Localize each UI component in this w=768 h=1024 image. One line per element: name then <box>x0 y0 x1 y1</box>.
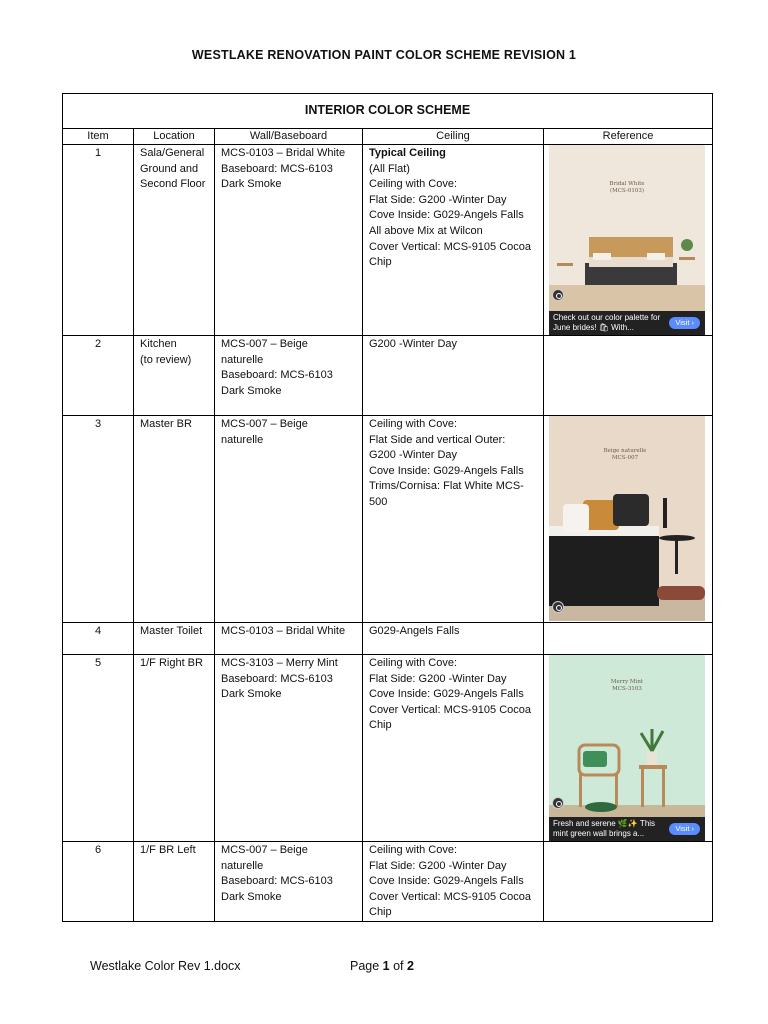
swatch-label-line: (MCS-0103) <box>610 188 644 194</box>
wall-line: Baseboard: MCS-6103 <box>221 162 333 175</box>
location-line: Kitchen <box>140 338 177 350</box>
ceiling-line: Chip <box>369 719 392 732</box>
row-ceiling <box>363 145 544 336</box>
visit-button[interactable]: Visit › <box>669 317 700 329</box>
ceiling-line: G200 -Winter Day <box>369 338 458 350</box>
wall-line: naturelle <box>221 433 264 446</box>
row-location <box>134 416 215 623</box>
location-line: Master Toilet <box>140 625 203 637</box>
row-location <box>134 623 215 655</box>
wall-line: Dark Smoke <box>221 890 282 903</box>
page-total: 2 <box>407 959 414 973</box>
page-prefix: Page <box>350 959 383 973</box>
swatch-label-line: MCS-007 <box>611 455 639 461</box>
location-line: Master BR <box>140 418 192 430</box>
table-caption: INTERIOR COLOR SCHEME <box>63 94 713 129</box>
swatch-label-line: MCS-3103 <box>612 686 642 692</box>
row-reference <box>544 145 713 336</box>
row-wall <box>215 842 363 922</box>
row-reference <box>544 336 713 416</box>
swatch-label-line: Bridal White <box>609 181 645 187</box>
location-line: Sala/General <box>140 147 205 159</box>
row-item: 6 <box>63 842 134 922</box>
ceiling-line: Flat Side: G200 -Winter Day <box>369 193 507 206</box>
wall-line: Dark Smoke <box>221 384 282 397</box>
row-wall <box>215 655 363 842</box>
ceiling-line: Cove Inside: G029-Angels Falls <box>369 688 524 701</box>
ceiling-line: (All Flat) <box>369 162 410 175</box>
row-reference <box>544 842 713 922</box>
ceiling-line: Cover Vertical: MCS-9105 Cocoa <box>369 703 532 716</box>
master-bedroom-illustration <box>549 416 705 621</box>
row-item: 1 <box>63 145 134 336</box>
wall-line: Baseboard: MCS-6103 <box>221 672 333 685</box>
ceiling-line: Cove Inside: G029-Angels Falls <box>369 875 524 888</box>
wall-line: Dark Smoke <box>221 688 282 701</box>
row-reference <box>544 655 713 842</box>
location-line: 1/F Right BR <box>140 657 203 669</box>
reference-image-bridal-white[interactable] <box>549 145 705 335</box>
row-item: 4 <box>63 623 134 655</box>
ad-text: Fresh and serene 🌿✨ This mint green wall brings a... <box>553 819 656 838</box>
wall-line: MCS-0103 – Bridal White <box>221 625 346 637</box>
wall-line: MCS-3103 – Merry Mint <box>221 657 338 669</box>
header-wall: Wall/Baseboard <box>215 129 363 145</box>
row-item: 5 <box>63 655 134 842</box>
ad-bar[interactable] <box>549 311 705 335</box>
table-header-row <box>63 129 713 145</box>
row-wall <box>215 145 363 336</box>
ceiling-line: Cove Inside: G029-Angels Falls <box>369 209 524 222</box>
table-row <box>63 416 713 623</box>
ceiling-line: Chip <box>369 906 392 919</box>
footer-filename: Westlake Color Rev 1.docx <box>90 959 241 973</box>
row-wall <box>215 336 363 416</box>
document-title: WESTLAKE RENOVATION PAINT COLOR SCHEME REVISION 1 <box>191 48 577 62</box>
footer-page-number <box>350 959 414 973</box>
wall-line: naturelle <box>221 859 264 872</box>
row-item: 3 <box>63 416 134 623</box>
ceiling-line: Trims/Cornisa: Flat White MCS- <box>369 480 524 493</box>
ceiling-line: Flat Side: G200 -Winter Day <box>369 859 507 872</box>
ceiling-line: G200 -Winter Day <box>369 449 458 462</box>
visit-button[interactable]: Visit › <box>669 823 700 835</box>
row-wall <box>215 623 363 655</box>
table-row <box>63 623 713 655</box>
ceiling-line: Chip <box>369 256 392 269</box>
ceiling-line: Ceiling with Cove: <box>369 178 458 191</box>
row-wall <box>215 416 363 623</box>
header-item: Item <box>63 129 134 145</box>
wall-line: MCS-007 – Beige <box>221 338 308 350</box>
ceiling-line: Ceiling with Cove: <box>369 657 458 669</box>
wall-line: Dark Smoke <box>221 178 282 191</box>
row-item: 2 <box>63 336 134 416</box>
table-row <box>63 655 713 842</box>
ceiling-line: All above Mix at Wilcon <box>369 224 483 237</box>
swatch-label-line: Merry Mint <box>610 679 644 685</box>
location-line: 1/F BR Left <box>140 844 196 856</box>
wall-line: MCS-007 – Beige <box>221 844 308 856</box>
ceiling-line: Flat Side and vertical Outer: <box>369 433 506 446</box>
location-line: Ground and <box>140 162 199 175</box>
reference-image-beige-naturelle[interactable] <box>549 416 705 621</box>
ceiling-line: G029-Angels Falls <box>369 625 460 637</box>
wall-line: MCS-0103 – Bridal White <box>221 147 346 159</box>
lens-icon[interactable] <box>552 289 564 301</box>
ceiling-line: Cove Inside: G029-Angels Falls <box>369 464 524 477</box>
row-reference <box>544 416 713 623</box>
row-location <box>134 336 215 416</box>
row-ceiling <box>363 623 544 655</box>
row-reference <box>544 623 713 655</box>
swatch-label <box>599 679 655 693</box>
swatch-label <box>595 448 655 462</box>
row-location <box>134 842 215 922</box>
bedroom-illustration <box>549 145 705 335</box>
wall-line: naturelle <box>221 353 264 366</box>
ceiling-line: Ceiling with Cove: <box>369 844 458 856</box>
ceiling-line: Ceiling with Cove: <box>369 418 458 430</box>
row-ceiling <box>363 416 544 623</box>
page-current: 1 <box>382 959 390 973</box>
reference-image-merry-mint[interactable] <box>549 655 705 841</box>
table-row <box>63 145 713 336</box>
row-location <box>134 145 215 336</box>
swatch-label-line: Beige naturelle <box>603 448 647 454</box>
ceiling-line: Cover Vertical: MCS-9105 Cocoa <box>369 240 532 253</box>
ceiling-heading: Typical Ceiling <box>369 147 446 159</box>
ad-text: Check out our color palette for June brides! 🛍 With... <box>553 313 661 332</box>
header-ceiling: Ceiling <box>363 129 544 145</box>
wall-line: MCS-007 – Beige <box>221 418 308 430</box>
color-scheme-table <box>62 93 713 922</box>
row-ceiling <box>363 336 544 416</box>
wall-line: Baseboard: MCS-6103 <box>221 875 333 888</box>
table-row <box>63 842 713 922</box>
wall-line: Baseboard: MCS-6103 <box>221 369 333 382</box>
location-line: Second Floor <box>140 178 206 191</box>
ceiling-line: 500 <box>369 495 388 508</box>
swatch-label <box>597 181 657 195</box>
location-line: (to review) <box>140 353 192 366</box>
lens-icon[interactable] <box>552 601 564 613</box>
row-ceiling <box>363 655 544 842</box>
ad-bar[interactable] <box>549 817 705 841</box>
lens-icon[interactable] <box>552 797 564 809</box>
row-ceiling <box>363 842 544 922</box>
ceiling-line: Cover Vertical: MCS-9105 Cocoa <box>369 890 532 903</box>
table-row <box>63 336 713 416</box>
ceiling-line: Flat Side: G200 -Winter Day <box>369 672 507 685</box>
header-location: Location <box>134 129 215 145</box>
row-location <box>134 655 215 842</box>
page-of: of <box>389 959 407 973</box>
header-reference: Reference <box>544 129 713 145</box>
